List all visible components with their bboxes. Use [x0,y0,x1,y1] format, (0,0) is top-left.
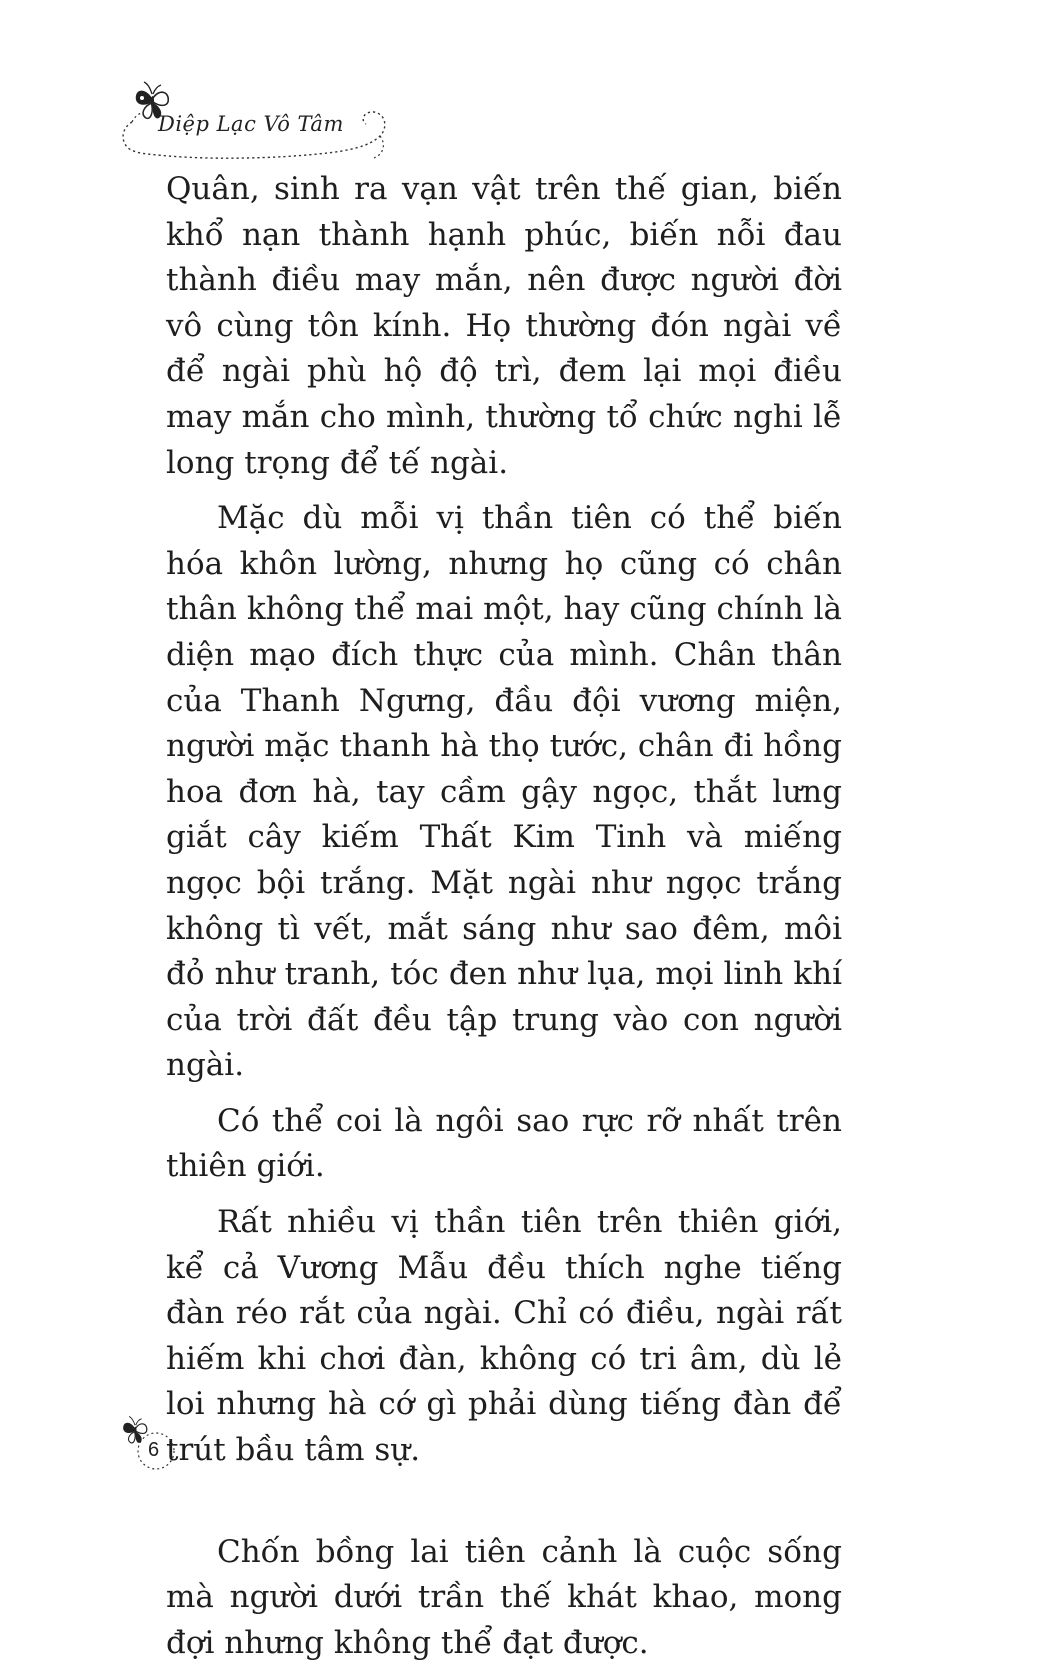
butterfly-icon [120,1415,150,1447]
page-folio [118,1415,188,1475]
paragraph: Chốn bồng lai tiên cảnh là cuộc sống mà người dưới trần thế khát khao, mong đợi nhưng không thể đạt được. [166,1533,842,1661]
running-header [118,74,408,174]
paragraph: Rất nhiều vị thần tiên trên thiên giới, kể cả Vương Mẫu đều thích nghe tiếng đàn réo rắt của ngài. Chỉ có điều, ngài rất hiếm khi chơi đàn, không có tri âm, dù lẻ loi nhưng hà cớ gì phải dùng tiếng đàn để trút bầu tâm sự. [166,1204,842,1469]
paragraph: Có thể coi là ngôi sao rực rỡ nhất trên thiên giới. [166,1102,842,1185]
paragraph: Quân, sinh ra vạn vật trên thế gian, biến khổ nạn thành hạnh phúc, biến nỗi đau thành điều may mắn, nên được người đời vô cùng tôn kính. Họ thường đón ngài về để ngài phù hộ độ trì, đem lại mọi điều may mắn cho mình, thường tổ chức nghi lễ long trọng để tế ngài. [166,171,842,481]
paragraph: Mặc dù mỗi vị thần tiên có thể biến hóa khôn lường, nhưng họ cũng có chân thân không thể mai một, hay cũng chính là diện mạo đích thực của mình. Chân thân của Thanh Ngưng, đầu đội vương miện, người mặc thanh hà thọ tước, chân đi hồng hoa đơn hà, tay cầm gậy ngọc, thắt lưng giắt cây kiếm Thất Kim Tinh và miếng ngọc bội trắng. Mặt ngài như ngọc trắng không tì vết, mắt sáng như sao đêm, môi đỏ như tranh, tóc đen như lụa, mọi linh khí của trời đất đều tập trung vào con người ngài. [166,500,842,1084]
page-number: 6 [148,1439,160,1461]
header-title: Diệp Lạc Vô Tâm [158,112,344,136]
body-text [166,167,842,1666]
